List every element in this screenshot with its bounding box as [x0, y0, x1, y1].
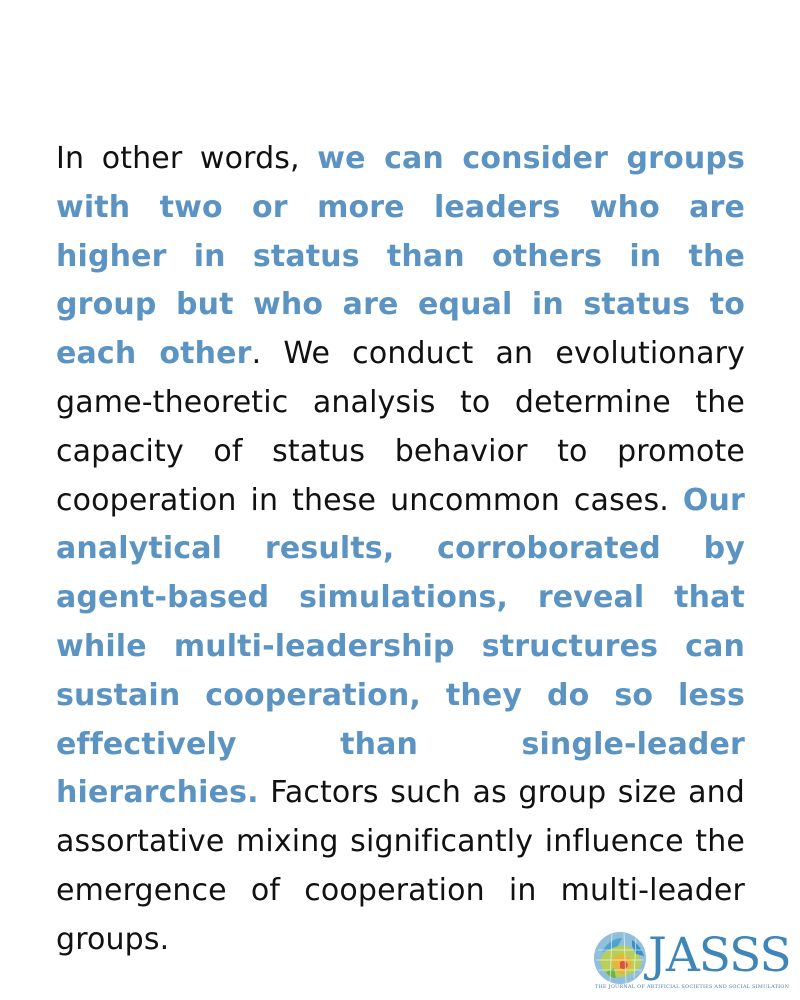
globe-mosaic-icon — [592, 930, 648, 986]
text-highlight-1: we can consider groups with two or more leaders who are higher in status than others in the group but who are equal in status to each other — [56, 141, 746, 372]
text-plain-3: Factors such as group size and assortative mixing significantly influence the emergence of cooperation in multi-leader groups. — [56, 775, 745, 957]
abstract-paragraph — [56, 135, 745, 965]
text-highlight-2: Our analytical results, corroborated by agent-based simulations, reveal that while multi-leadership structures can sustain cooperation, they do so less effectively than single-leader hierarchies. — [56, 482, 745, 811]
jasss-logo — [592, 930, 792, 996]
logo-subtitle: THE JOURNAL OF ARTIFICIAL SOCIETIES AND SOCIAL SIMULATION — [594, 984, 790, 990]
text-plain-2: . We conduct an evolutionary game-theoretic analysis to determine the capacity of status behavior to promote cooperation in these uncommon cases. — [56, 336, 745, 518]
logo-wordmark: JASSS — [648, 928, 791, 983]
text-plain-1: In other words, — [56, 141, 318, 176]
